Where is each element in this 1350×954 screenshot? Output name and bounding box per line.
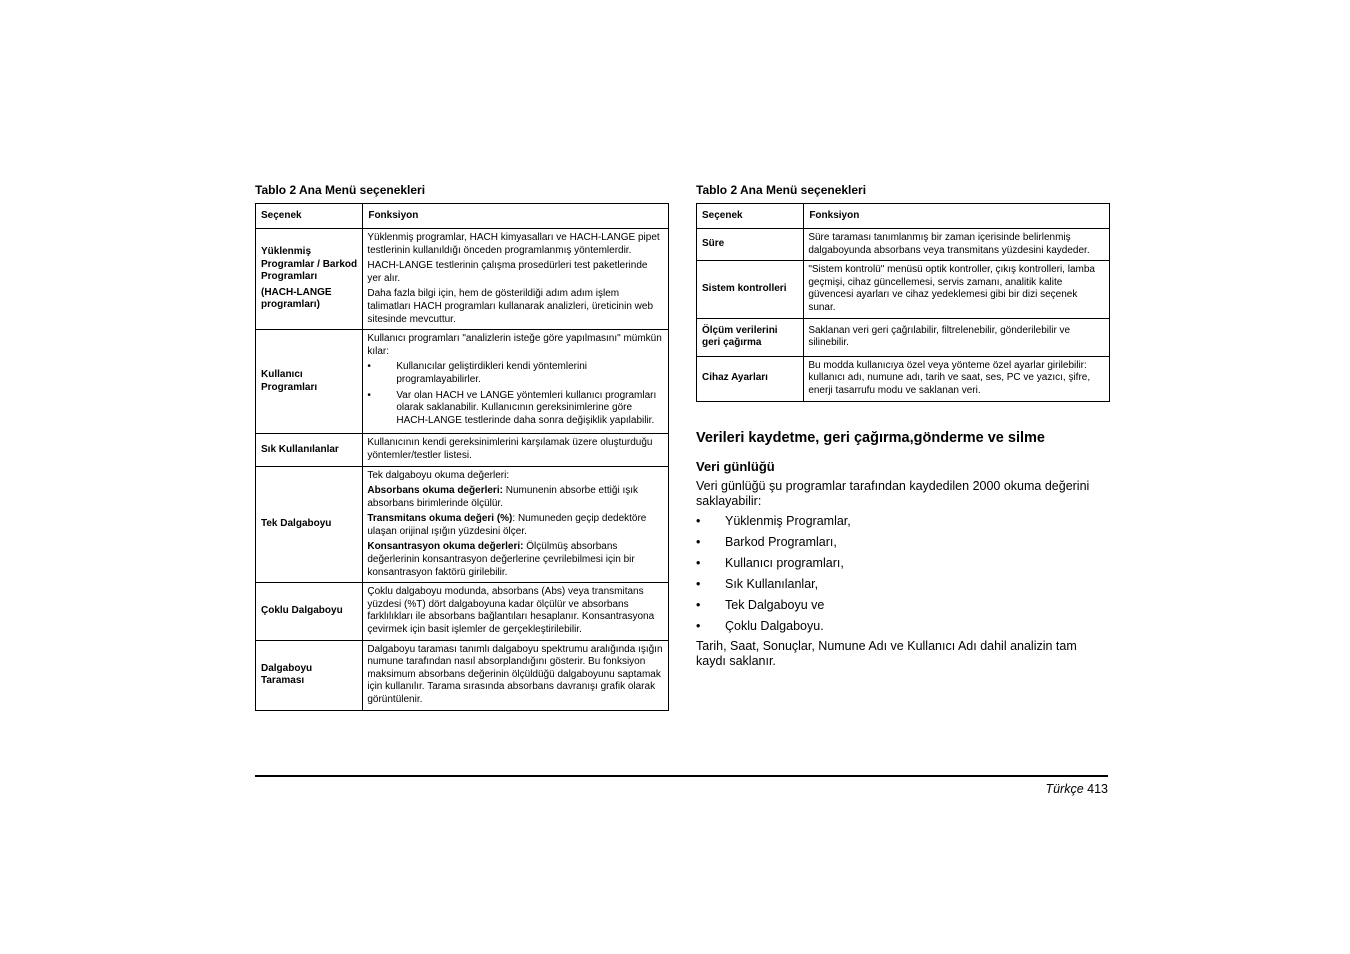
description-paragraph: Kullanıcının kendi gereksinimlerini karşılamak üzere oluşturduğu yöntemler/testler listesi. xyxy=(367,437,653,461)
description-paragraph: Dalgaboyu taraması tanımlı dalgaboyu spektrumu aralığında ışığın numune tarafından nasıl absorplandığını gösterir. Bu fonksiyon maksimum absorbans değerinin ölçüldüğü dalgaboyunu saptamak için kullanılır. Tarama sırasında absorbans davranışı grafik olarak görüntülenir. xyxy=(367,643,663,705)
term-text: Numunenin absorbe ettiği ışık absorbans birimlerinde ölçülür. xyxy=(367,485,639,509)
list-item-text: Çoklu Dalgaboyu. xyxy=(725,619,824,633)
list-item xyxy=(367,390,664,428)
description-paragraph: Saklanan veri geri çağrılabilir, filtrelenebilir, gönderilebilir ve silinebilir. xyxy=(808,324,1071,349)
option-name: Sık Kullanılanlar xyxy=(256,434,363,466)
bullet-icon: • xyxy=(696,619,701,633)
description-paragraph: Tek dalgaboyu okuma değerleri: xyxy=(367,469,510,481)
option-description xyxy=(804,261,1110,318)
footer-rule xyxy=(255,775,1108,777)
section-intro: Veri günlüğü şu programlar tarafından kaydedilen 2000 okuma değerini saklayabilir: xyxy=(696,479,1090,508)
description-paragraph: HACH-LANGE testlerinin çalışma prosedürleri test paketlerinde yer alır. xyxy=(367,260,648,284)
bullet-icon: • xyxy=(696,598,701,612)
header-function: Fonksiyon xyxy=(804,204,1110,229)
option-description xyxy=(363,434,669,466)
description-paragraph: Kullanıcı programları "analizlerin isteğe göre yapılmasını" mümkün kılar: xyxy=(367,333,662,357)
list-item xyxy=(696,619,851,640)
description-paragraph xyxy=(367,513,664,538)
list-item-text: Kullanıcı programları, xyxy=(725,556,844,570)
list-item-text: Kullanıcılar geliştirdikleri kendi yöntemlerini programlayabilirler. xyxy=(396,361,587,385)
option-name: Ölçüm verilerini geri çağırma xyxy=(697,318,804,356)
option-name xyxy=(256,229,363,330)
option-name-line: (HACH-LANGE programları) xyxy=(261,286,332,311)
table-row xyxy=(256,229,669,330)
option-name: Sistem kontrolleri xyxy=(697,261,804,318)
left-table-caption: Tablo 2 Ana Menü seçenekleri xyxy=(255,183,426,197)
option-description xyxy=(363,466,669,583)
term-label: Konsantrasyon okuma değerleri: xyxy=(367,541,524,553)
list-item xyxy=(696,577,851,598)
description-paragraph: "Sistem kontrolü" menüsü optik kontroller, çıkış kontrolleri, lamba geçmişi, cihaz güncellemesi, servis zamanı, analitik kalite güvencesi ayarları ve cihaz yedeklemesi gibi bir dizi seçenek sunar. xyxy=(808,264,1095,313)
right-table-caption: Tablo 2 Ana Menü seçenekleri xyxy=(696,183,867,197)
section-heading: Verileri kaydetme, geri çağırma,gönderme ve silme xyxy=(696,430,1045,446)
bullet-icon: • xyxy=(367,389,371,401)
list-item xyxy=(696,556,851,577)
option-description xyxy=(363,229,669,330)
table-header-row xyxy=(697,204,1110,229)
table-row xyxy=(256,466,669,583)
table-row xyxy=(697,356,1110,401)
list-item-text: Tek Dalgaboyu ve xyxy=(725,598,825,612)
list-item-text: Yüklenmiş Programlar, xyxy=(725,514,851,528)
header-option: Seçenek xyxy=(697,204,804,229)
option-name: Süre xyxy=(697,229,804,261)
table-row xyxy=(256,330,669,434)
table-row xyxy=(697,229,1110,261)
option-name: Tek Dalgaboyu xyxy=(256,466,363,583)
section-subheading: Veri günlüğü xyxy=(696,459,775,474)
bullet-icon: • xyxy=(367,361,371,373)
option-description xyxy=(363,583,669,640)
term-label: Absorbans okuma değerleri: xyxy=(367,485,503,497)
list-item xyxy=(696,598,851,619)
description-paragraph: Süre taraması tanımlanmış bir zaman içerisinde belirlenmiş dalgaboyunda absorbans veya transmitans yüzdesini kaydeder. xyxy=(808,232,1090,256)
section-closing: Tarih, Saat, Sonuçlar, Numune Adı ve Kullanıcı Adı dahil analizin tam kaydı saklanır. xyxy=(696,639,1077,668)
table-row xyxy=(256,640,669,710)
option-name: Cihaz Ayarları xyxy=(697,356,804,401)
left-options-table xyxy=(255,203,669,711)
table-row xyxy=(697,261,1110,318)
description-bullet-list xyxy=(367,361,664,427)
list-item xyxy=(696,514,851,535)
description-paragraph: Yüklenmiş programlar, HACH kimyasalları ve HACH-LANGE pipet testlerinin kullanıldığı önceden programlanmış yöntemlerdir. xyxy=(367,232,660,256)
option-name: Kullanıcı Programları xyxy=(256,330,363,434)
option-description xyxy=(804,229,1110,261)
option-description xyxy=(804,356,1110,401)
term-text: Ölçülmüş absorbans değerlerinin konsantrasyon değerlerine çevrilebilmesi için bir konsantrasyon faktörü girilebilir. xyxy=(367,541,635,578)
bullet-icon: • xyxy=(696,577,701,591)
header-option: Seçenek xyxy=(256,204,363,229)
term-text: : Numuneden geçip dedektöre ulaşan orijinal ışığın yüzdesini ölçer. xyxy=(367,513,647,537)
bullet-icon: • xyxy=(696,514,701,528)
footer-language: Türkçe xyxy=(1045,782,1084,796)
option-name: Çoklu Dalgaboyu xyxy=(256,583,363,640)
header-function: Fonksiyon xyxy=(363,204,669,229)
list-item-text: Var olan HACH ve LANGE yöntemleri kullanıcı programları olarak saklanabilir. Kullanıcının gereksinimlerine göre HACH-LANGE testlerinde daha sonra değişiklik yapılabilir. xyxy=(396,389,657,426)
page-footer xyxy=(1045,782,1108,796)
option-name: Dalgaboyu Taraması xyxy=(256,640,363,710)
right-options-table xyxy=(696,203,1110,402)
description-paragraph xyxy=(367,485,664,510)
bullet-icon: • xyxy=(696,535,701,549)
table-header-row xyxy=(256,204,669,229)
program-list xyxy=(696,514,851,640)
page-number: 413 xyxy=(1087,782,1108,796)
option-description xyxy=(804,318,1110,356)
description-paragraph: Bu modda kullanıcıya özel veya yönteme özel ayarlar girilebilir: kullanıcı adı, numune adı, tarih ve saat, ses, PC ve yazıcı, şifre, enerji tasarrufu modu ve saklanan veri. xyxy=(808,359,1091,396)
table-row xyxy=(256,434,669,466)
description-paragraph xyxy=(367,541,664,579)
term-label: Transmitans okuma değeri (%) xyxy=(367,513,513,525)
option-description xyxy=(363,640,669,710)
table-row xyxy=(697,318,1110,356)
table-row xyxy=(256,583,669,640)
list-item-text: Barkod Programları, xyxy=(725,535,837,549)
description-paragraph: Daha fazla bilgi için, hem de gösterildiği adım adım işlem talimatları HACH programları kullanarak analizleri, üreticinin web sitesinde mevcuttur. xyxy=(367,288,654,325)
bullet-icon: • xyxy=(696,556,701,570)
option-description xyxy=(363,330,669,434)
option-name-line: Yüklenmiş Programlar / Barkod Programları xyxy=(261,246,358,283)
description-paragraph: Çoklu dalgaboyu modunda, absorbans (Abs) veya transmitans yüzdesi (%T) dört dalgaboyuna kadar ölçülür ve absorbans farklılıkları ile absorbans bağlantıları hesaplanır. Konsantrasyona çevirmek için basit işlemler de gerçekleştirilebilir. xyxy=(367,586,655,636)
list-item-text: Sık Kullanılanlar, xyxy=(725,577,819,591)
list-item xyxy=(367,361,664,386)
list-item xyxy=(696,535,851,556)
